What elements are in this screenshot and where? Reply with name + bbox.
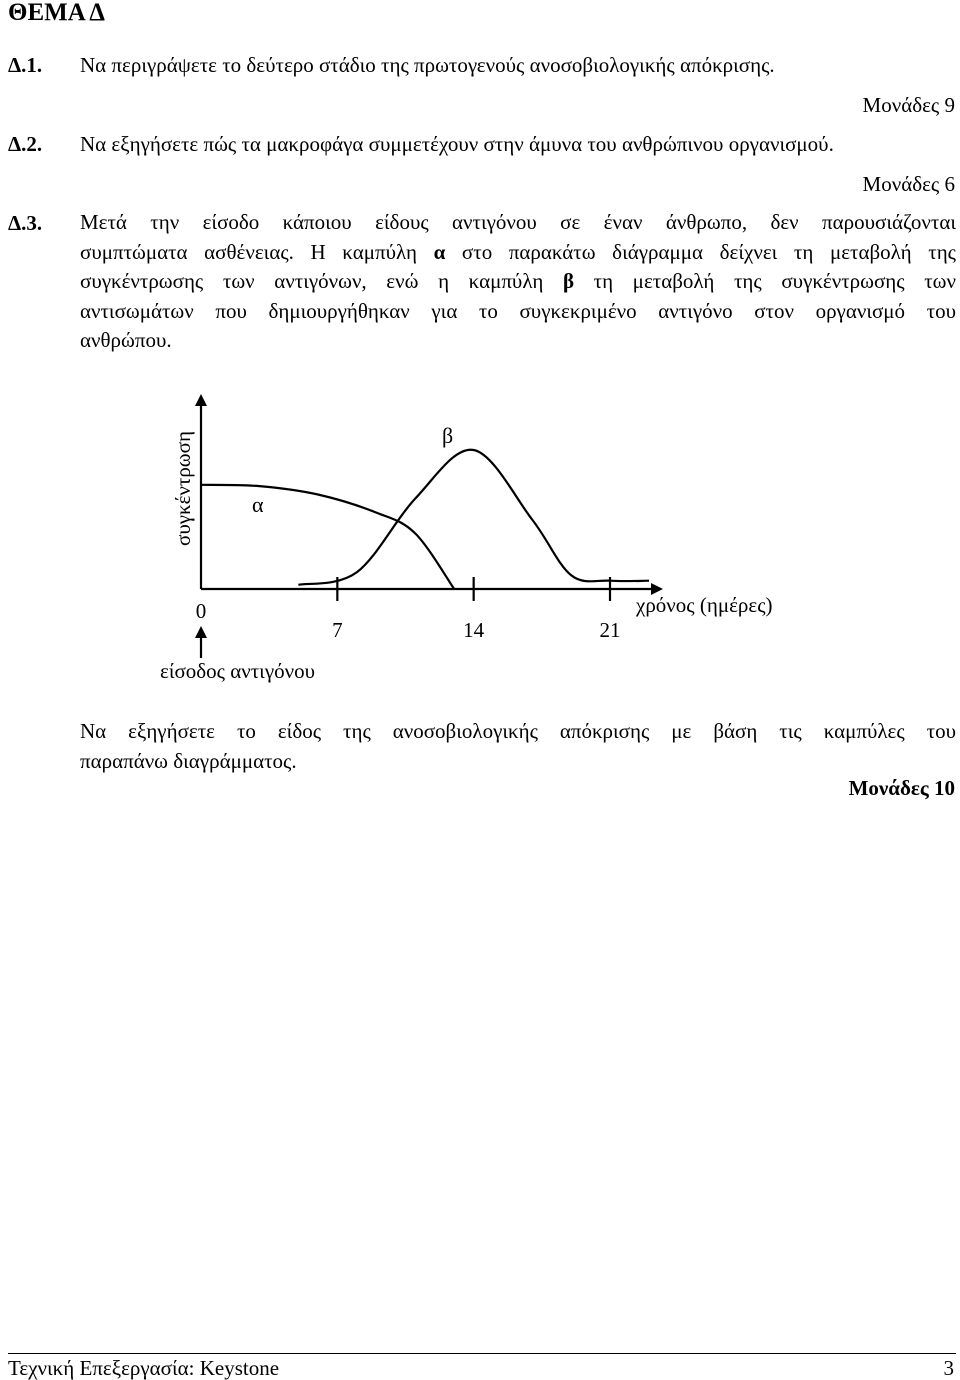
d3-line-2 bbox=[80, 238, 956, 268]
question-text-d3 bbox=[80, 208, 956, 356]
d3-followup bbox=[80, 717, 956, 776]
question-number-d3: Δ.3. bbox=[8, 211, 43, 235]
curve-alpha-antigen bbox=[201, 485, 454, 589]
x-tick-label-0: 0 bbox=[195, 599, 207, 623]
d3-line-3 bbox=[80, 267, 956, 297]
antigen-entry-label: είσοδος αντιγόνου bbox=[160, 659, 316, 683]
footer-divider bbox=[8, 1353, 956, 1354]
x-axis-label: χρόνος (ημέρες) bbox=[636, 593, 773, 617]
question-text-d1: Να περιγράψετε το δεύτερο στάδιο της πρωτογενούς ανοσοβιολογικής απόκρισης. bbox=[80, 53, 775, 77]
question-text-d2: Να εξηγήσετε πώς τα μακροφάγα συμμετέχουν στην άμυνα του ανθρώπινου οργανισμού. bbox=[80, 132, 834, 156]
d3-line-2-b: στο παρακάτω διάγραμμα δείχνει τη μεταβολή της bbox=[445, 239, 956, 264]
x-tick-label-7: 7 bbox=[332, 618, 343, 642]
page-title: ΘΕΜΑ Δ bbox=[8, 0, 105, 26]
marks-d3: Μονάδες 10 bbox=[848, 776, 955, 800]
curve-a-ref: α bbox=[433, 239, 446, 264]
curve-beta-antibody bbox=[298, 450, 649, 585]
footer-credit: Τεχνική Επεξεργασία: Keystone bbox=[8, 1356, 280, 1380]
followup-line-2: παραπάνω διαγράμματος. bbox=[80, 748, 297, 773]
d3-line-2-a: συμπτώματα ασθένειας. Η καμπύλη bbox=[80, 239, 434, 264]
followup-line-1: Να εξηγήσετε το είδος της ανοσοβιολογικής απόκρισης με βάση τις καμπύλες του bbox=[80, 719, 956, 743]
y-axis-label: συγκέντρωση bbox=[171, 431, 195, 546]
marks-d2: Μονάδες 6 bbox=[862, 172, 955, 196]
page-number: 3 bbox=[943, 1356, 954, 1380]
d3-line-4: αντισωμάτων που δημιουργήθηκαν για το συγκεκριμένο αντιγόνο στον οργανισμό του bbox=[80, 298, 956, 323]
concentration-time-chart bbox=[0, 380, 960, 720]
question-number-d1: Δ.1. bbox=[8, 53, 43, 77]
marks-d1: Μονάδες 9 bbox=[862, 93, 955, 117]
curve-beta-label: β bbox=[442, 423, 454, 448]
d3-line-3-a: συγκέντρωσης των αντιγόνων, ενώ η καμπύλη bbox=[80, 269, 563, 294]
x-tick-label-14: 14 bbox=[463, 618, 485, 642]
x-tick-label-21: 21 bbox=[599, 618, 621, 642]
question-number-d2: Δ.2. bbox=[8, 132, 43, 156]
curve-b-ref: β bbox=[562, 269, 575, 294]
curve-alpha-label: α bbox=[252, 492, 264, 517]
d3-line-1: Μετά την είσοδο κάποιου είδους αντιγόνου σε έναν άνθρωπο, δεν παρουσιάζονται bbox=[80, 210, 956, 234]
d3-line-3-b: τη μεταβολή της συγκέντρωσης των bbox=[574, 269, 956, 294]
d3-line-5: ανθρώπου. bbox=[80, 328, 172, 353]
